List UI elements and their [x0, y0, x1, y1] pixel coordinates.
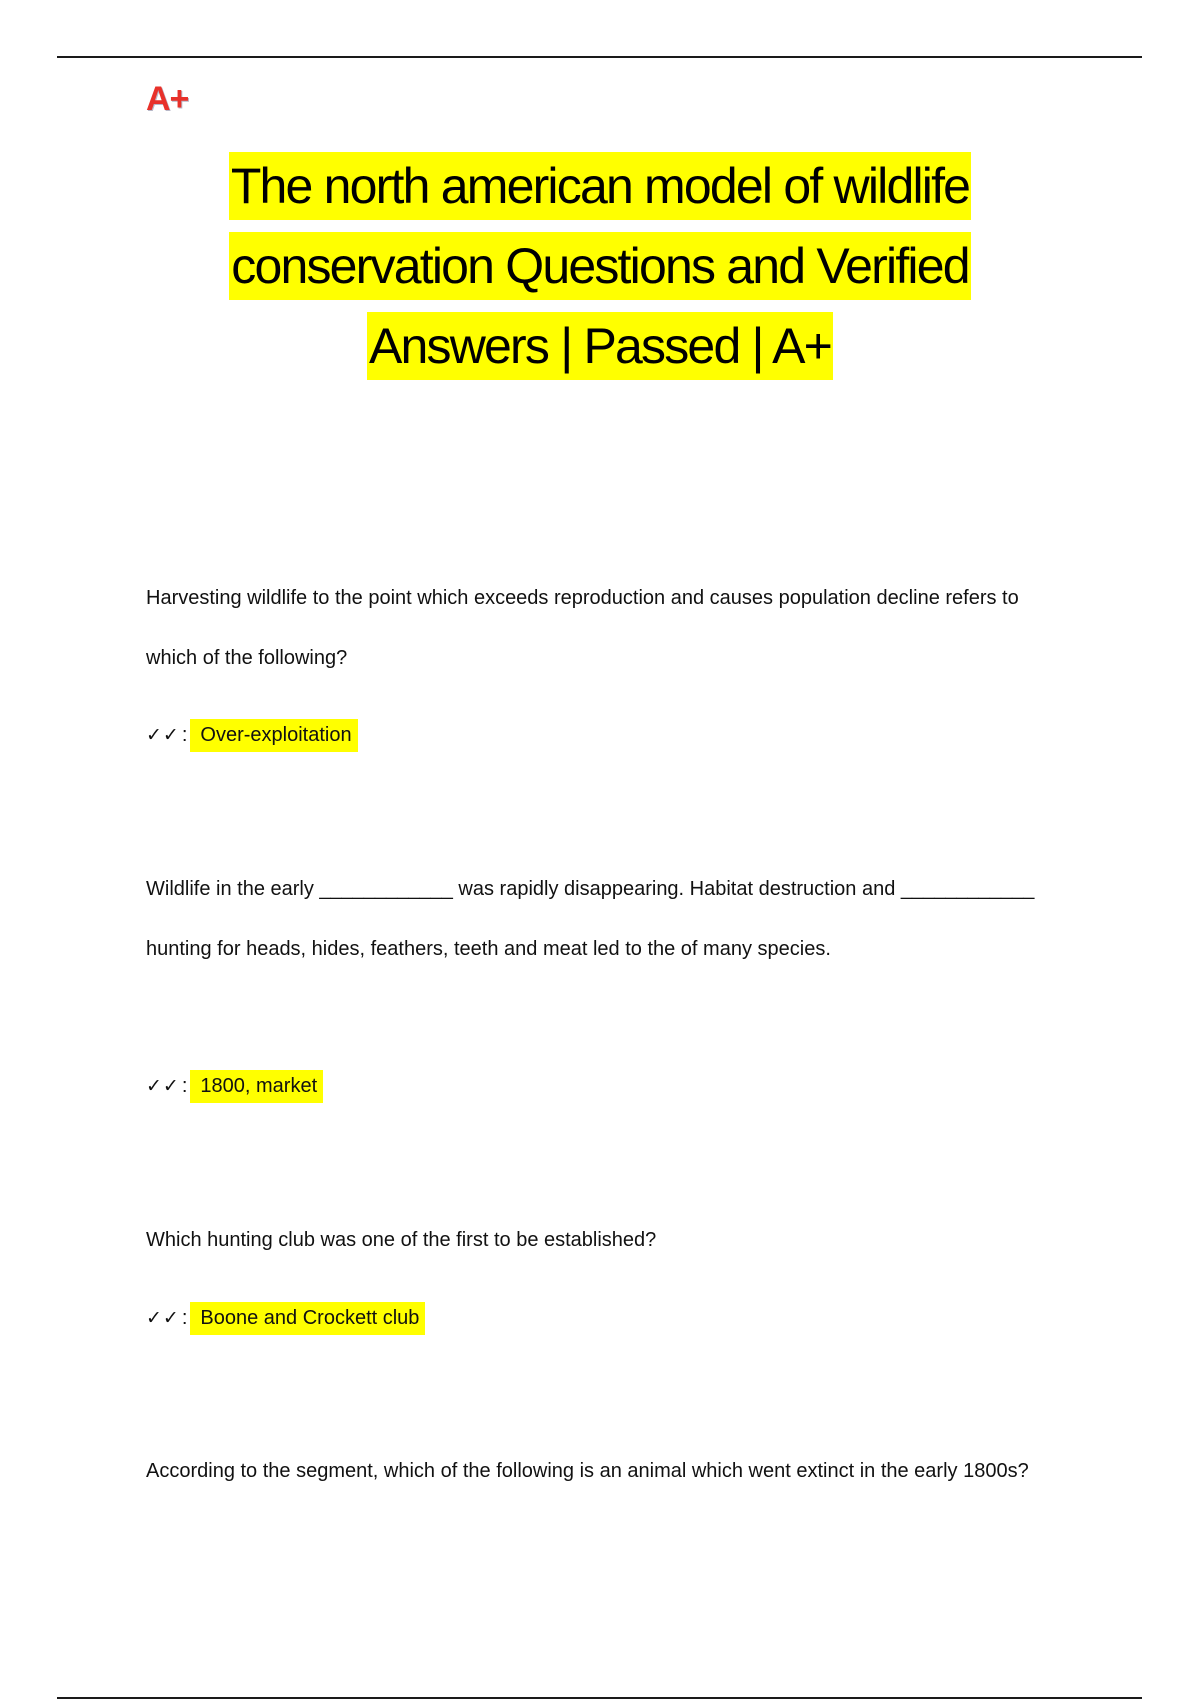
double-check-icon: ✓✓ [146, 724, 180, 746]
question-text: Harvesting wildlife to the point which exceeds reproduction and causes population decline refers to which of the following? [146, 587, 1019, 669]
question-text: Which hunting club was one of the first to be established? [146, 1229, 657, 1251]
answer-text: 1800, market [190, 1070, 323, 1103]
answer-text: Boone and Crockett club [190, 1302, 425, 1335]
answer-separator: : [181, 1074, 188, 1097]
answer-row [146, 1301, 425, 1335]
answer-row [146, 718, 358, 752]
answer-text: Over-exploitation [190, 719, 357, 752]
header-rule [57, 56, 1142, 58]
answer-row [146, 1069, 323, 1103]
double-check-icon: ✓✓ [146, 1307, 180, 1329]
footer-rule [57, 1697, 1142, 1699]
answer-separator: : [181, 723, 188, 746]
double-check-icon: ✓✓ [146, 1075, 180, 1097]
question-text: According to the segment, which of the following is an animal which went extinct in the early 1800s? [146, 1460, 1029, 1482]
question-text: Wildlife in the early ____________ was rapidly disappearing. Habitat destruction and ____________ hunting for heads, hides, feathers, teeth and meat led to the of many species. [146, 878, 1035, 960]
document-title [120, 146, 1080, 386]
answer-separator: : [181, 1306, 188, 1329]
title-line-2: conservation Questions and Verified [229, 232, 971, 300]
grade-logo: A+ [146, 80, 189, 118]
title-line-3: Answers | Passed | A+ [367, 312, 833, 380]
title-line-1: The north american model of wildlife [229, 152, 971, 220]
